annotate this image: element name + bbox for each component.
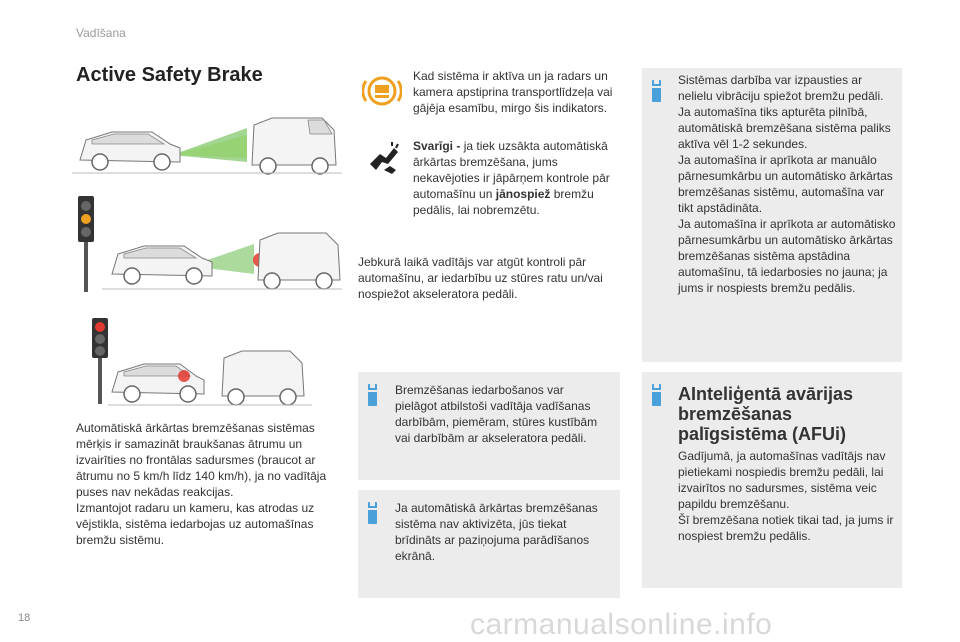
info-operation-text: Sistēmas darbība var izpausties ar nelielu vibrāciju spiežot bremžu pedāli. Ja automašīna tiks apturēta pilnībā, automātiskā bremzēšana sistēma paliks aktīva vēl 1-2 sekundes. Ja automašīna ir aprīkota ar manuālo pārnesumkārbu un automātisko ārkārtas bremzēšanas sistēmu, automašīna var tikt apstādināta. Ja automašīna ir aprīkota ar automātisko pārnesumkārbu un automātisko ārkārtas bremzēšanas sistēma apstādina automašīnu, tā iedarbosies no jauna; ja jums ir nospiests bremžu pedālis. xyxy=(678,73,896,295)
info-box-afu xyxy=(642,372,902,588)
press-brake-label: jānospiež xyxy=(495,187,551,201)
info-box-not-activated xyxy=(358,490,620,598)
illustration-warning-stage xyxy=(72,196,342,296)
system-description: Automātiskā ārkārtas bremzēšanas sistēmas mērķis ir samazināt braukšanas ātrumu un izvairīties no frontālas sadursmes (braucot ar ātrumu no 5 km/h līdz 140 km/h), ja no vadītāja puses nav nekādas reakcijas. Izmantojot radaru un kameru, kas atrodas uz vējstikla, sistēma iedarbojas uz automašīnas bremžu sistēmu. xyxy=(76,421,327,547)
page-title: Active Safety Brake xyxy=(76,64,263,86)
info-adjustment-text: Bremzēšanas iedarbošanos var pielāgot atbilstoši vadītāja vadīšanas darbībām, piemēram, stūres kustībām vai darbībām ar akseleratora pedāli. xyxy=(395,383,598,445)
info-icon xyxy=(368,502,377,524)
important-notice xyxy=(413,138,618,218)
override-text: Jebkurā laikā vadītājs var atgūt kontroli pār automašīnu, ar iedarbību uz stūres ratu un/vai nospiežot akseleratora pedāli. xyxy=(358,255,603,301)
info-not-activated-text: Ja automātiskā ārkārtas bremzēšanas sistēma nav aktivizēta, jūs tiekat brīdināts ar paziņojuma parādīšanos ekrānā. xyxy=(395,501,598,563)
afu-text: Gadījumā, ja automašīnas vadītājs nav pietiekami nospiedis bremžu pedāli, lai izvairītos no sadursmes, sistēma veic papildu bremzēšanu. Šī bremzēšana notiek tikai tad, ja jums ir nospiest bremžu pedālis. xyxy=(678,449,894,543)
illustration-radar-detection xyxy=(72,110,342,180)
info-icon xyxy=(652,80,661,102)
info-box-operation xyxy=(642,68,902,362)
hand-warning-icon xyxy=(366,140,402,176)
important-text-a: ja tiek uzsākta automātiskā ārkārtas bremzēšana, jums nekavējoties ir jāpārņem kontrole pār automašīnu un xyxy=(413,139,610,201)
important-label: Svarīgi - xyxy=(413,139,461,153)
illustration-braking-stage xyxy=(72,318,342,408)
afu-title: AInteliģentā avārijas bremzēšanas palīgsistēma (AFUi) xyxy=(678,384,854,444)
brake-warning-icon xyxy=(362,74,402,108)
info-box-adjustment xyxy=(358,372,620,480)
important-text-b: bremžu pedālis, lai nobremzētu. xyxy=(413,187,594,217)
indicator-explanation: Kad sistēma ir aktīva un ja radars un kamera apstiprina transportlīdzeļa vai gājēja esamību, mirgo šis indikators. xyxy=(413,69,613,115)
section-header: Vadīšana xyxy=(76,26,126,40)
page-number: 18 xyxy=(18,612,31,624)
watermark: carmanualsonline.info xyxy=(470,608,773,641)
info-icon xyxy=(368,384,377,406)
info-icon xyxy=(652,384,661,406)
